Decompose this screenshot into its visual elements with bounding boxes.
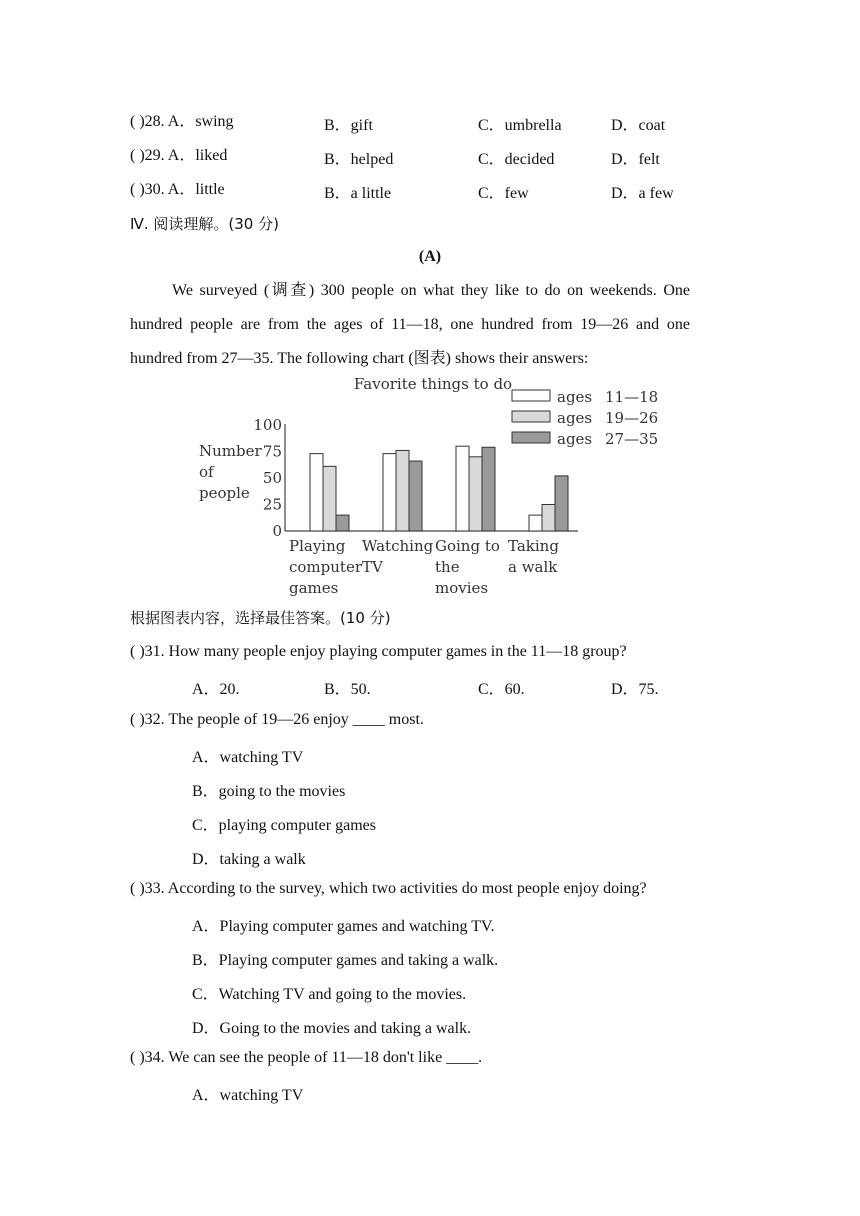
q34-option-a: A．watching TV xyxy=(192,1087,304,1104)
q28-option-b: B．gift xyxy=(324,117,373,134)
x-tick-label-2-0: Going to xyxy=(435,537,500,555)
legend-swatch-2 xyxy=(512,432,550,443)
q31-option-c: C．60. xyxy=(478,681,525,698)
y-tick-label-25: 25 xyxy=(262,495,282,514)
q32-option-a: A．watching TV xyxy=(192,749,304,766)
x-tick-label-2-1: the xyxy=(435,558,460,576)
q34-stem: ( )34. We can see the people of 11—18 don't like ____. xyxy=(130,1049,483,1066)
passage-line-2: hundred people are from the ages of 11—18, one hundred from 19—26 and one xyxy=(130,316,690,333)
section-title: Ⅳ. 阅读理解。(30 分) xyxy=(130,215,279,233)
bar-3-series-1 xyxy=(542,505,555,532)
chart-title: Favorite things to do xyxy=(353,375,513,393)
instruction: 根据图表内容，选择最佳答案。(10 分) xyxy=(130,609,391,627)
q30-stem: ( )30. A．little xyxy=(130,181,225,198)
legend-label-2: ages xyxy=(557,430,593,448)
legend-label-0: ages xyxy=(557,388,593,406)
passage-label: (A) xyxy=(418,248,442,265)
q33-option-c: C．Watching TV and going to the movies. xyxy=(192,986,467,1003)
q33-option-d: D．Going to the movies and taking a walk. xyxy=(192,1020,472,1037)
bar-2-series-2 xyxy=(482,447,495,531)
q32-option-d: D．taking a walk xyxy=(192,851,306,868)
legend-range-0: 11—18 xyxy=(605,388,659,406)
legend-range-1: 19—26 xyxy=(605,409,659,427)
q33-option-a: A．Playing computer games and watching TV. xyxy=(192,918,495,935)
y-tick-label-75: 75 xyxy=(262,442,282,461)
legend-label-1: ages xyxy=(557,409,593,427)
legend-range-2: 27—35 xyxy=(605,430,659,448)
passage-line-3: hundred from 27—35. The following chart (图表) shows their answers: xyxy=(130,350,589,367)
bar-0-series-2 xyxy=(336,515,349,531)
x-tick-label-3-0: Taking xyxy=(508,537,559,555)
x-tick-label-0-2: games xyxy=(289,579,339,597)
bar-2-series-0 xyxy=(456,446,469,531)
q29-stem: ( )29. A．liked xyxy=(130,147,228,164)
passage-text xyxy=(130,274,690,376)
q30-option-d: D．a few xyxy=(611,185,674,202)
q32-stem: ( )32. The people of 19—26 enjoy ____ most. xyxy=(130,711,424,728)
y-tick-label-100: 100 xyxy=(253,416,282,434)
q29-option-b: B．helped xyxy=(324,151,394,168)
x-tick-label-0-1: computer xyxy=(289,558,362,576)
y-axis-label-0: Number xyxy=(199,442,262,460)
q33-option-b: B．Playing computer games and taking a walk. xyxy=(192,952,499,969)
bar-3-series-2 xyxy=(555,476,568,531)
q31-option-d: D．75. xyxy=(611,681,659,698)
q28-option-d: D．coat xyxy=(611,117,666,134)
q29-option-d: D．felt xyxy=(611,151,660,168)
legend-swatch-0 xyxy=(512,390,550,401)
q30-option-c: C．few xyxy=(478,185,529,202)
bar-1-series-1 xyxy=(396,450,409,531)
q28-option-c: C．umbrella xyxy=(478,117,562,134)
q31-option-b: B．50. xyxy=(324,681,371,698)
bar-1-series-0 xyxy=(383,454,396,531)
bar-1-series-2 xyxy=(409,461,422,531)
legend-swatch-1 xyxy=(512,411,550,422)
bar-2-series-1 xyxy=(469,457,482,531)
x-tick-label-0-0: Playing xyxy=(289,537,346,555)
x-tick-label-1-0: Watching xyxy=(362,537,434,555)
x-tick-label-3-1: a walk xyxy=(508,558,558,576)
q33-stem: ( )33. According to the survey, which two activities do most people enjoy doing? xyxy=(130,880,647,897)
y-tick-label-0: 0 xyxy=(272,522,282,540)
bar-0-series-0 xyxy=(310,454,323,531)
bar-0-series-1 xyxy=(323,466,336,531)
bar-3-series-0 xyxy=(529,515,542,531)
q29-option-c: C．decided xyxy=(478,151,555,168)
y-axis-label-1: of xyxy=(199,463,214,481)
x-tick-label-2-2: movies xyxy=(435,579,489,597)
q30-option-b: B．a little xyxy=(324,185,392,202)
q28-stem: ( )28. A．swing xyxy=(130,113,234,130)
favorite-things-chart xyxy=(190,370,680,602)
q31-option-a: A．20. xyxy=(192,681,240,698)
x-tick-label-1-1: TV xyxy=(362,558,383,576)
y-axis-label-2: people xyxy=(199,484,250,502)
q31-stem: ( )31. How many people enjoy playing computer games in the 11—18 group? xyxy=(130,643,627,660)
y-tick-label-50: 50 xyxy=(262,469,282,487)
q32-option-c: C．playing computer games xyxy=(192,817,376,834)
q32-option-b: B．going to the movies xyxy=(192,783,346,800)
passage-line-1: We surveyed (调查) 300 people on what they like to do on weekends. One xyxy=(172,282,690,299)
